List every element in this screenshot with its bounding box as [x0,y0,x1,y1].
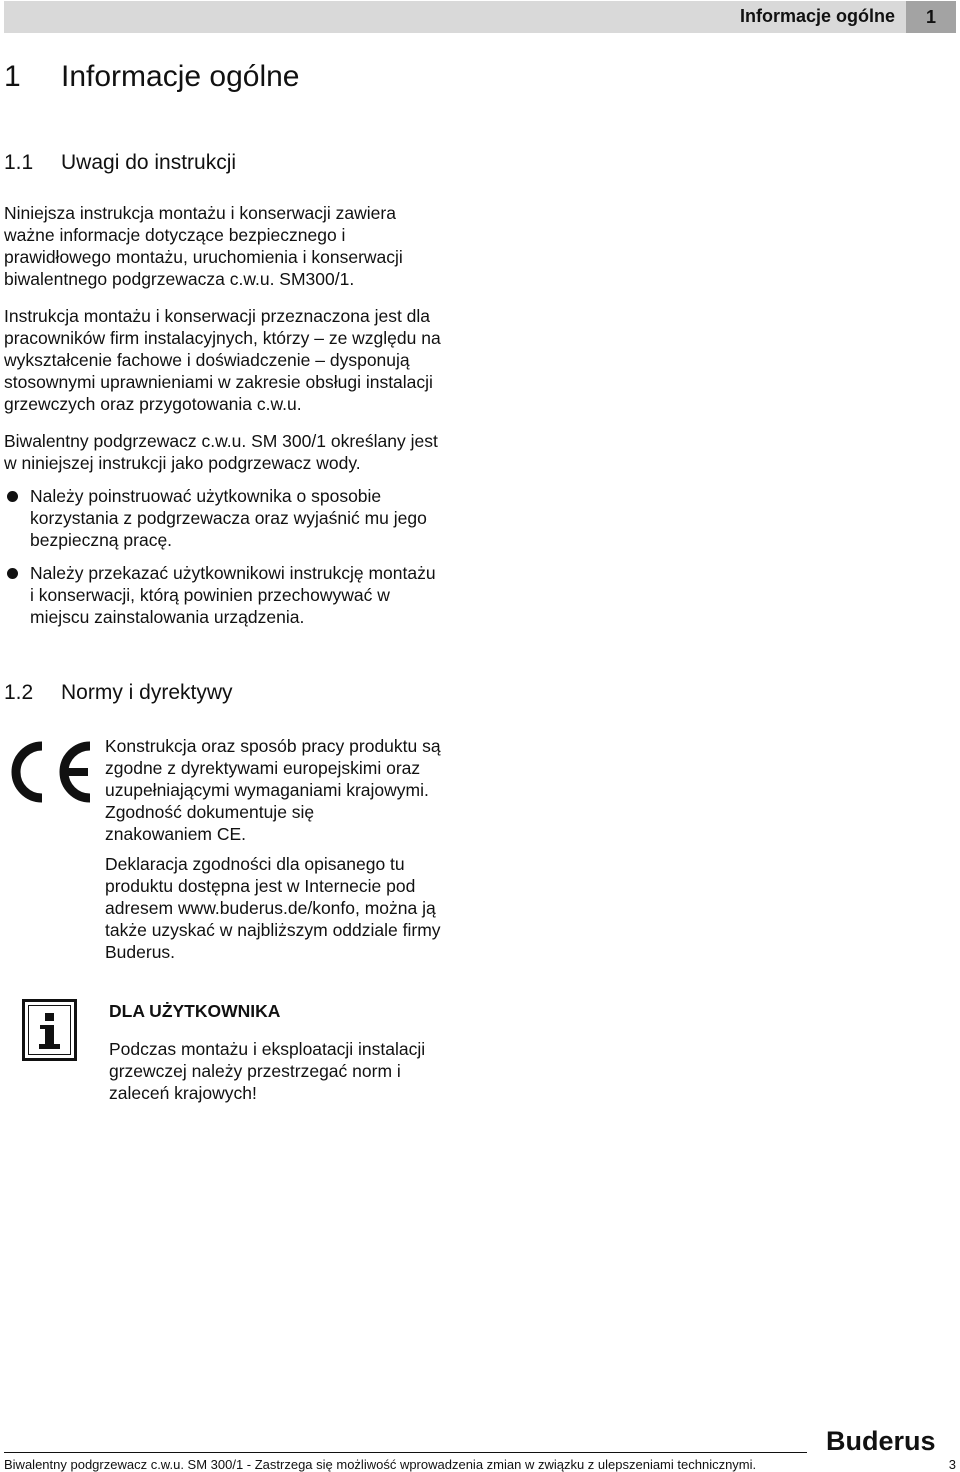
running-header-title: Informacje ogólne [739,6,895,26]
bullet-item: Należy poinstruować użytkownika o sposobie korzystania z podgrzewacza oraz wyjaśnić mu jego bezpieczną pracę. [30,486,427,550]
bullet-item: Należy przekazać użytkownikowi instrukcję montażu i konserwacji, którą powinien przechowywać w miejscu zainstalowania urządzenia. [30,563,436,627]
bullet-icon [7,491,18,502]
svg-text:Buderus: Buderus [826,1426,936,1454]
section-heading-1-1 [4,150,236,176]
running-header-number: 1 [906,1,956,33]
info-heading: DLA UŻYTKOWNIKA [109,1001,281,1021]
paragraph-declaration: Deklaracja zgodności dla opisanego tu produktu dostępna jest w Internecie pod adresem www.buderus.de/konfo, można ją także uzyskać w najbliższym oddziale firmy Buderus. [105,854,441,962]
bullet-icon [7,568,18,579]
paragraph-intro: Niniejsza instrukcja montażu i konserwacji zawiera ważne informacje dotyczące bezpiecznego i prawidłowego montażu, uruchomienia i konserwacji biwalentnego podgrzewacza c.w.u. SM300/1. [4,203,403,289]
footer-text: Biwalentny podgrzewacz c.w.u. SM 300/1 - Zastrzega się możliwość wprowadzenia zmian w związku z ulepszeniami technicznymi. [4,1457,757,1472]
chapter-number: 1 [4,60,21,93]
footer-rule [4,1452,807,1453]
paragraph-definition: Biwalentny podgrzewacz c.w.u. SM 300/1 określany jest w niniejszej instrukcji jako podgrzewacz wody. [4,431,438,473]
buderus-logo [826,1424,958,1454]
paragraph-conformity: Konstrukcja oraz sposób pracy produktu są zgodne z dyrektywami europejskimi oraz uzupełniającymi wymaganiami krajowymi. Zgodność dokumentuje się znakowaniem CE. [105,736,441,844]
ce-mark-icon [8,740,92,804]
info-icon [22,999,77,1061]
paragraph-audience: Instrukcja montażu i konserwacji przeznaczona jest dla pracowników firm instalacyjnych, którzy – ze względu na wykształcenie fachowe i doświadczenie – dysponują stosownymi uprawnieniami w zakresie obsługi instalacji grzewczych oraz przygotowania c.w.u. [4,306,441,414]
section-title: Uwagi do instrukcji [61,151,237,174]
section-title: Normy i dyrektywy [61,681,233,704]
section-heading-1-2 [4,680,233,706]
chapter-title: Informacje ogólne [61,60,300,93]
section-number: 1.1 [4,151,34,174]
page-number: 3 [948,1457,956,1472]
chapter-heading [4,58,299,96]
info-text: Podczas montażu i eksploatacji instalacji grzewczej należy przestrzegać norm i zaleceń krajowych! [109,1039,426,1103]
section-number: 1.2 [4,681,34,704]
